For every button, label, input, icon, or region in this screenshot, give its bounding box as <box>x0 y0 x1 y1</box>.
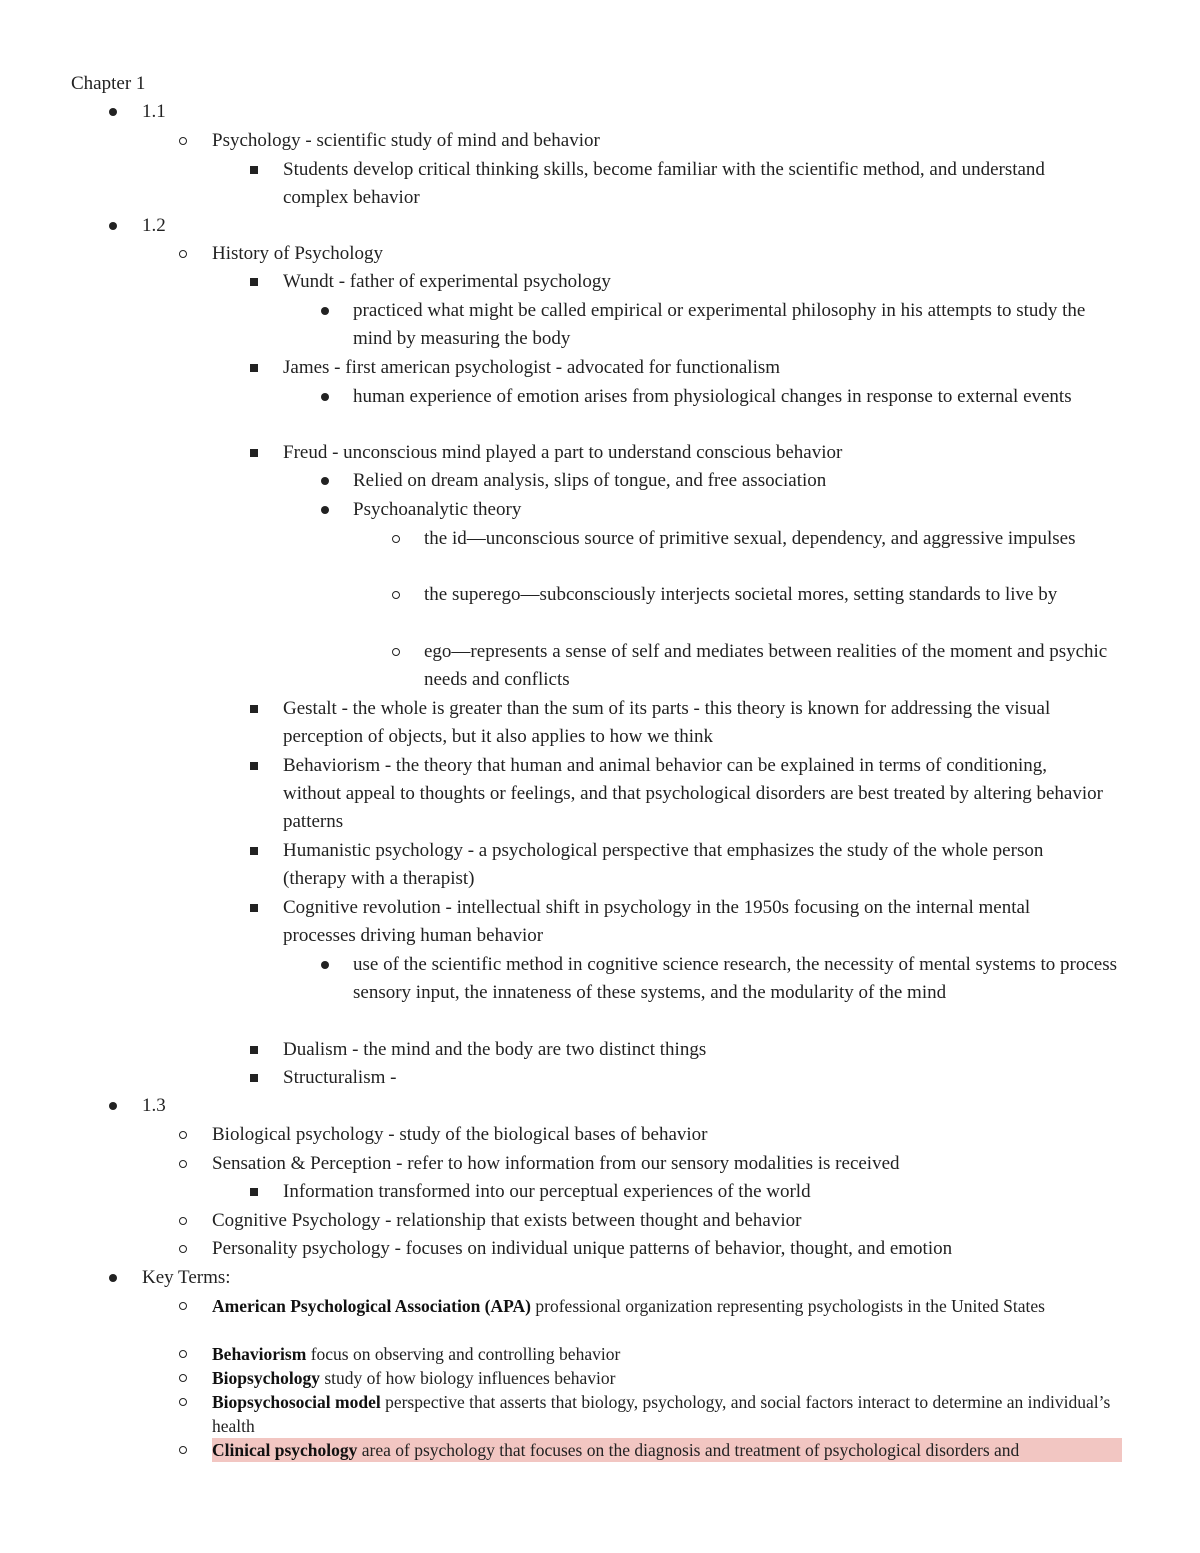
circle-bullet-icon <box>389 525 403 553</box>
circle-bullet-icon <box>389 638 403 666</box>
square-bullet-icon <box>247 894 261 922</box>
bullet-icon <box>318 467 332 495</box>
circle-bullet-icon <box>176 1342 190 1366</box>
highlighted-text <box>212 1438 1122 1462</box>
bullet-icon <box>106 98 120 126</box>
bullet-icon <box>106 1092 120 1120</box>
bullet-icon <box>318 951 332 979</box>
circle-bullet-icon <box>176 127 190 155</box>
circle-bullet-icon <box>176 1235 190 1263</box>
bullet-icon <box>106 212 120 240</box>
circle-bullet-icon <box>176 240 190 268</box>
square-bullet-icon <box>247 752 261 780</box>
square-bullet-icon <box>247 837 261 865</box>
bullet-icon <box>318 383 332 411</box>
key-term-definition: perspective that asserts that biology, psychology, and social factors interact to determine an individual’s health <box>212 1392 1111 1436</box>
bullet-icon <box>106 1264 120 1292</box>
key-term: Biopsychosocial model <box>212 1392 381 1412</box>
key-term-definition: professional organization representing psychologists in the United States <box>531 1296 1045 1316</box>
circle-bullet-icon <box>176 1121 190 1149</box>
square-bullet-icon <box>247 354 261 382</box>
square-bullet-icon <box>247 1178 261 1206</box>
square-bullet-icon <box>247 268 261 296</box>
square-bullet-icon <box>247 1064 261 1092</box>
circle-bullet-icon <box>176 1366 190 1390</box>
circle-bullet-icon <box>176 1207 190 1235</box>
square-bullet-icon <box>247 1036 261 1064</box>
key-term: Biopsychology <box>212 1368 320 1388</box>
square-bullet-icon <box>247 439 261 467</box>
key-term: American Psychological Association (APA) <box>212 1296 532 1316</box>
key-term-definition: area of psychology that focuses on the diagnosis and treatment of psychological disorders and <box>357 1440 1020 1460</box>
circle-bullet-icon <box>389 581 403 609</box>
circle-bullet-icon <box>176 1150 190 1178</box>
key-term-definition: focus on observing and controlling behavior <box>306 1344 621 1364</box>
square-bullet-icon <box>247 695 261 723</box>
bullet-icon <box>318 496 332 524</box>
key-term-definition: study of how biology influences behavior <box>319 1368 616 1388</box>
key-term: Clinical psychology <box>212 1440 358 1460</box>
bullet-icon <box>318 297 332 325</box>
chapter-title: Chapter 1 <box>71 73 146 94</box>
square-bullet-icon <box>247 156 261 184</box>
circle-bullet-icon <box>176 1294 190 1318</box>
circle-bullet-icon <box>176 1390 190 1414</box>
circle-bullet-icon <box>176 1438 190 1462</box>
document-page: Chapter 1 1.1 Psychology - scientific study of mind and behavior Students develop critical thinking skills, become familiar with the scientific method, and understand complex behavior 1.2 History of Psychology Wundt - father of experimental psychology practiced what might be called empirical or experimental philosophy in his attempts to study the mind by measuring the body James - first american psychologist - advocated for functionalism human experience of emotion arises from physiological changes in response to external events Freud - unconscious mind played a part to understand conscious behavior Relied on dream analysis, slips of tongue, and free association Psychoanalytic theory the id—unconscious source of primitive sexual, dependency, and aggressive impulses the superego—subconsciously interjects societal mores, setting standards to live by ego—represents a sense of self and mediates between realities of the moment and psychic needs and conflicts Gestalt - the whole is greater than the sum of its parts - this theory is known for addressing the visual perception of objects, but it also applies to how we think Behaviorism - the theory that human and animal behavior can be explained in terms of conditioning, without appeal to thoughts or feelings, and that psychological disorders are best treated by altering behavior patterns Humanistic psychology - a psychological perspective that emphasizes the study of the whole person (therapy with a therapist) Cognitive revolution - intellectual shift in psychology in the 1950s focusing on the internal mental processes driving human behavior use of the scientific method in cognitive science research, the necessity of mental systems to process sensory input, the innateness of these systems, and the modularity of the mind Dualism - the mind and the body are two distinct things Structuralism - 1.3 Biological psychology - study of the biological bases of behavior Sensation & Perception - refer to how information from our sensory modalities is received Information transformed into our perceptual experiences of the world Cognitive Psychology - relationship that exists between thought and behavior Personality psychology - focuses on individual unique patterns of behavior, thought, and emotion Key Terms: American Psychological Association (APA) professional organization representing psychologists in the United States Behaviorism focus on observing and controlling behavior Biopsychology study of how biology influences behavior Biopsychosocial model perspective that asserts that biology, psychology, and social factors interact to determine an individual’s health Clinical psychology area of psychology that focuses on the diagnosis and treatment of psychological disorders and <box>0 0 1200 1553</box>
key-term: Behaviorism <box>212 1344 307 1364</box>
